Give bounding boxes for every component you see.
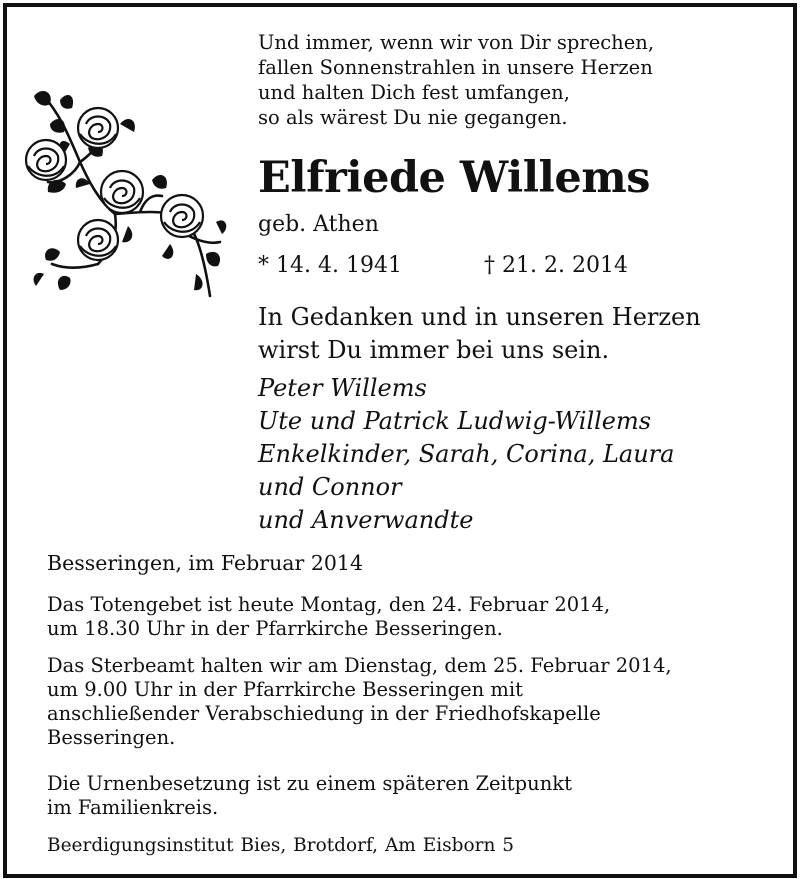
mourner-line: und Connor: [258, 473, 402, 501]
poem: [258, 30, 654, 130]
mourners-list: [258, 372, 674, 537]
maiden-name: geb. Athen: [258, 212, 379, 237]
paragraph-line: im Familienkreis.: [47, 796, 219, 819]
undertaker-line: Beerdigungsinstitut Bies, Brotdorf, Am Eisborn 5: [47, 835, 515, 856]
prayer-paragraph: [47, 593, 610, 641]
deceased-name: Elfriede Willems: [258, 153, 650, 203]
poem-line: und halten Dich fest umfangen,: [258, 81, 570, 104]
rose-branch-illustration: [20, 84, 230, 304]
mourner-line: Ute und Patrick Ludwig-Willems: [258, 407, 652, 435]
paragraph-line: Das Totengebet ist heute Montag, den 24. Februar 2014,: [47, 593, 611, 616]
mourner-line: und Anverwandte: [258, 506, 474, 534]
urn-paragraph: [47, 772, 572, 820]
poem-line: Und immer, wenn wir von Dir sprechen,: [258, 31, 655, 54]
quote-line: wirst Du immer bei uns sein.: [258, 336, 610, 364]
memorial-quote: [258, 301, 701, 367]
paragraph-line: anschließender Verabschiedung in der Friedhofskapelle: [47, 702, 601, 725]
birth-date: * 14. 4. 1941: [258, 253, 402, 278]
mourner-line: Peter Willems: [258, 374, 427, 402]
mourner-line: Enkelkinder, Sarah, Corina, Laura: [258, 440, 675, 468]
poem-line: so als wärest Du nie gegangen.: [258, 106, 568, 129]
paragraph-line: Die Urnenbesetzung ist zu einem späteren Zeitpunkt: [47, 772, 572, 795]
death-date: † 21. 2. 2014: [484, 253, 628, 278]
poem-line: fallen Sonnenstrahlen in unsere Herzen: [258, 56, 653, 79]
paragraph-line: um 9.00 Uhr in der Pfarrkirche Besseringen mit: [47, 678, 523, 701]
paragraph-line: Besseringen.: [47, 726, 176, 749]
quote-line: In Gedanken und in unseren Herzen: [258, 303, 701, 331]
mass-paragraph: [47, 654, 672, 750]
paragraph-line: um 18.30 Uhr in der Pfarrkirche Besseringen.: [47, 617, 503, 640]
place-date: Besseringen, im Februar 2014: [47, 551, 363, 575]
paragraph-line: Das Sterbeamt halten wir am Dienstag, dem 25. Februar 2014,: [47, 654, 672, 677]
